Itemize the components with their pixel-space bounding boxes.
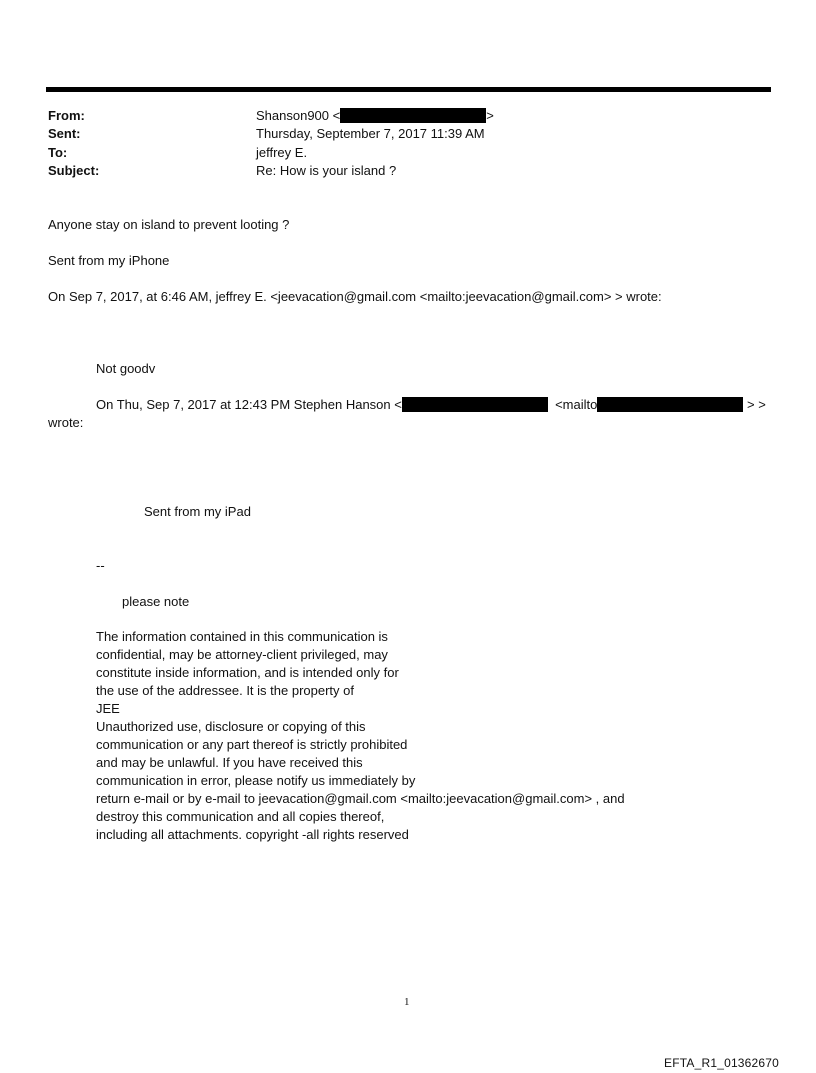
header-rule [46, 87, 771, 92]
subject-value: Re: How is your island ? [256, 163, 397, 178]
page-number: 1 [404, 996, 410, 1008]
please-note: please note [122, 594, 190, 609]
sent-value: Thursday, September 7, 2017 11:39 AM [256, 126, 485, 141]
disclaimer-line: confidential, may be attorney-client privileged, may [96, 647, 388, 662]
disclaimer-line: return e-mail or by e-mail to jeevacation@gmail.com <mailto:jeevacation@gmail.com> , and [96, 791, 625, 806]
signature-ipad: Sent from my iPad [144, 504, 251, 519]
reply-text: Not goodv [96, 361, 156, 376]
to-value: jeffrey E. [256, 145, 308, 160]
disclaimer-line: communication in error, please notify us immediately by [96, 773, 416, 788]
document-id: EFTA_R1_01362670 [664, 1056, 780, 1070]
disclaimer-line: The information contained in this communication is [96, 629, 388, 644]
from-value [256, 108, 494, 123]
subject-label: Subject: [48, 163, 100, 178]
quote2-part-b: <mailto [555, 397, 598, 412]
to-label: To: [48, 145, 68, 160]
disclaimer-line: constitute inside information, and is intended only for [96, 665, 399, 680]
quote2-wrote: wrote: [48, 415, 84, 430]
from-label: From: [48, 108, 85, 123]
from-name: Shanson900 < [256, 108, 341, 123]
redaction-bar [340, 108, 486, 123]
disclaimer-line: Unauthorized use, disclosure or copying of this [96, 719, 366, 734]
disclaimer-line: including all attachments. copyright -all rights reserved [96, 827, 409, 842]
signature-iphone: Sent from my iPhone [48, 253, 170, 268]
disclaimer-line: the use of the addressee. It is the property of [96, 683, 354, 698]
disclaimer-line: JEE [96, 701, 120, 716]
from-close: > [486, 108, 494, 123]
redaction-bar [597, 397, 743, 412]
disclaimer-line: and may be unlawful. If you have received this [96, 755, 363, 770]
body-line: Anyone stay on island to prevent looting ? [48, 217, 290, 232]
quote2-part-a: On Thu, Sep 7, 2017 at 12:43 PM Stephen Hanson < [96, 397, 402, 412]
quote2-part-c: > > [746, 397, 766, 412]
quote-intro-2 [96, 397, 766, 412]
redaction-bar [402, 397, 548, 412]
quote-intro: On Sep 7, 2017, at 6:46 AM, jeffrey E. <jeevacation@gmail.com <mailto:jeevacation@gmail.com> > wrote: [48, 289, 662, 304]
sent-label: Sent: [48, 126, 81, 141]
disclaimer-line: destroy this communication and all copies thereof, [96, 809, 385, 824]
disclaimer-line: communication or any part thereof is strictly prohibited [96, 737, 408, 752]
signature-dashes: -- [96, 558, 105, 573]
